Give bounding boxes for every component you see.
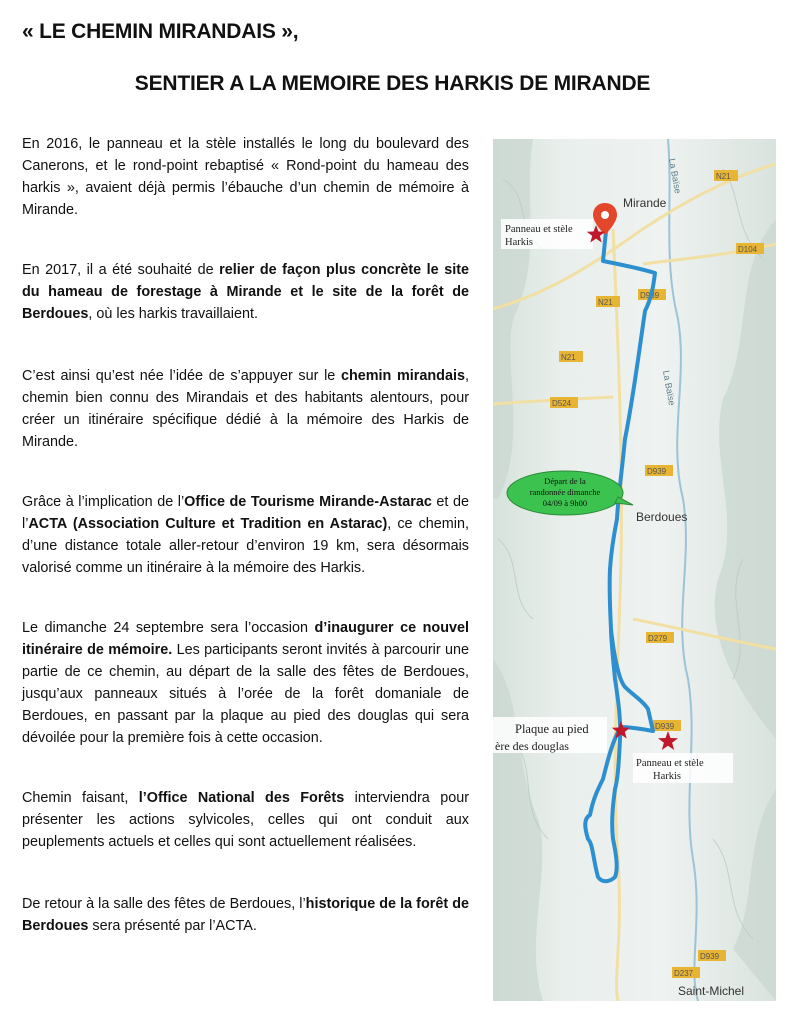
paragraph-2017: En 2017, il a été souhaité de relier de façon plus concrète le site du hameau de forestage à Mirande et le site de la forêt de Berdoues, où les harkis travaillaient. bbox=[22, 262, 470, 322]
paragraph-acta-bold: ACTA (Association Culture et Tradition en Astarac) bbox=[28, 516, 388, 532]
paragraph-office-bold: Office de Tourisme Mirande-Astarac bbox=[184, 494, 432, 510]
road-n21-b: N21 bbox=[598, 298, 613, 307]
paragraph-2016: En 2016, le panneau et la stèle installés le long du boulevard des Canerons, et le rond-point rebaptisé « Rond-point du hameau des harkis », avaient déjà permis l’ébauche d’un chemin de mémoire à Mirande. bbox=[22, 136, 469, 218]
road-d279: D279 bbox=[648, 634, 668, 643]
road-d524: D524 bbox=[552, 399, 572, 408]
paragraph-chemin-bold: chemin mirandais bbox=[340, 368, 465, 384]
road-d939-a: D939 bbox=[640, 291, 660, 300]
bubble-line2: randonnée dimanche bbox=[529, 487, 601, 497]
paragraph-chemin-mirandais: C’est ainsi qu’est née l’idée de s’appuyer sur le chemin mirandais, chemin bien connu des Mirandais et des habitants alentours, pour créer un itinéraire spécifique dédié à la mémoire des Harkis de Mirande. bbox=[22, 368, 469, 450]
plaque-label-line1: Plaque au pied bbox=[515, 722, 589, 736]
road-n21-a: N21 bbox=[716, 172, 731, 181]
town-berdoues: Berdoues bbox=[636, 510, 688, 524]
road-d939-c: D939 bbox=[655, 722, 675, 731]
river-label-2: La Baïse bbox=[661, 369, 678, 407]
road-n21-c: N21 bbox=[561, 353, 576, 362]
road-d939-b: D939 bbox=[647, 467, 667, 476]
paragraph-implication: Grâce à l’implication de l’Office de Tourisme Mirande-Astarac et de l’ACTA (Association Culture et Tradition en Astarac), ce chemin, d’une distance totale aller-retour d’environ 19 km, sera désormais valorisé comme un itinéraire à la mémoire des Harkis. bbox=[22, 494, 469, 576]
river-label: La Baïse bbox=[667, 157, 684, 195]
paragraph-onf: Chemin faisant, l’Office National des Forêts interviendra pour présenter les actions sylvicoles, celles qui ont conduit aux peuplements actuels et celles qui sont actuellement réalisées. bbox=[22, 790, 469, 850]
bubble-line1: Départ de la bbox=[544, 476, 586, 486]
road-d939-d: D939 bbox=[700, 952, 720, 961]
plaque-label-line2: ère des douglas bbox=[495, 739, 569, 753]
road-d104: D104 bbox=[738, 245, 758, 254]
page-title-line2: SENTIER A LA MEMOIRE DES HARKIS DE MIRANDE bbox=[134, 72, 651, 95]
town-mirande: Mirande bbox=[623, 196, 667, 210]
paragraph-2017-bold: relier de façon plus concrète le site du hameau de forestage à Mirande et le site de la forêt de Berdoues bbox=[22, 262, 470, 322]
page-title-line1: « LE CHEMIN MIRANDAIS », bbox=[22, 20, 299, 43]
paragraph-inauguration: Le dimanche 24 septembre sera l’occasion d’inaugurer ce nouvel itinéraire de mémoire. Les participants seront invités à parcourir une partie de ce chemin, au départ de la salle des fêtes de Berdoues, jusqu’aux panneaux situés à l’orée de la forêt domaniale de Berdoues, en passant par la plaque au pied des douglas qui sera dévoilée pour la première fois à cette occasion. bbox=[22, 620, 469, 746]
paragraph-historique-bold: historique de la forêt de Berdoues bbox=[22, 896, 469, 934]
start-label-line1: Panneau et stèle bbox=[505, 224, 573, 235]
end-label-line2: Harkis bbox=[653, 771, 681, 782]
town-saint-michel: Saint-Michel bbox=[678, 984, 745, 998]
bubble-line3: 04/09 à 9h00 bbox=[542, 498, 588, 508]
end-label-line1: Panneau et stèle bbox=[636, 758, 704, 769]
route-map bbox=[493, 139, 776, 1001]
paragraph-retour: De retour à la salle des fêtes de Berdoues, l’historique de la forêt de Berdoues sera présenté par l’ACTA. bbox=[22, 896, 469, 934]
paragraph-onf-bold: l’Office National des Forêts bbox=[138, 790, 345, 806]
paragraph-inauguration-bold: d’inaugurer ce nouvel itinéraire de mémoire. bbox=[22, 620, 469, 658]
start-label-line2: Harkis bbox=[505, 237, 533, 248]
road-d237: D237 bbox=[674, 969, 694, 978]
